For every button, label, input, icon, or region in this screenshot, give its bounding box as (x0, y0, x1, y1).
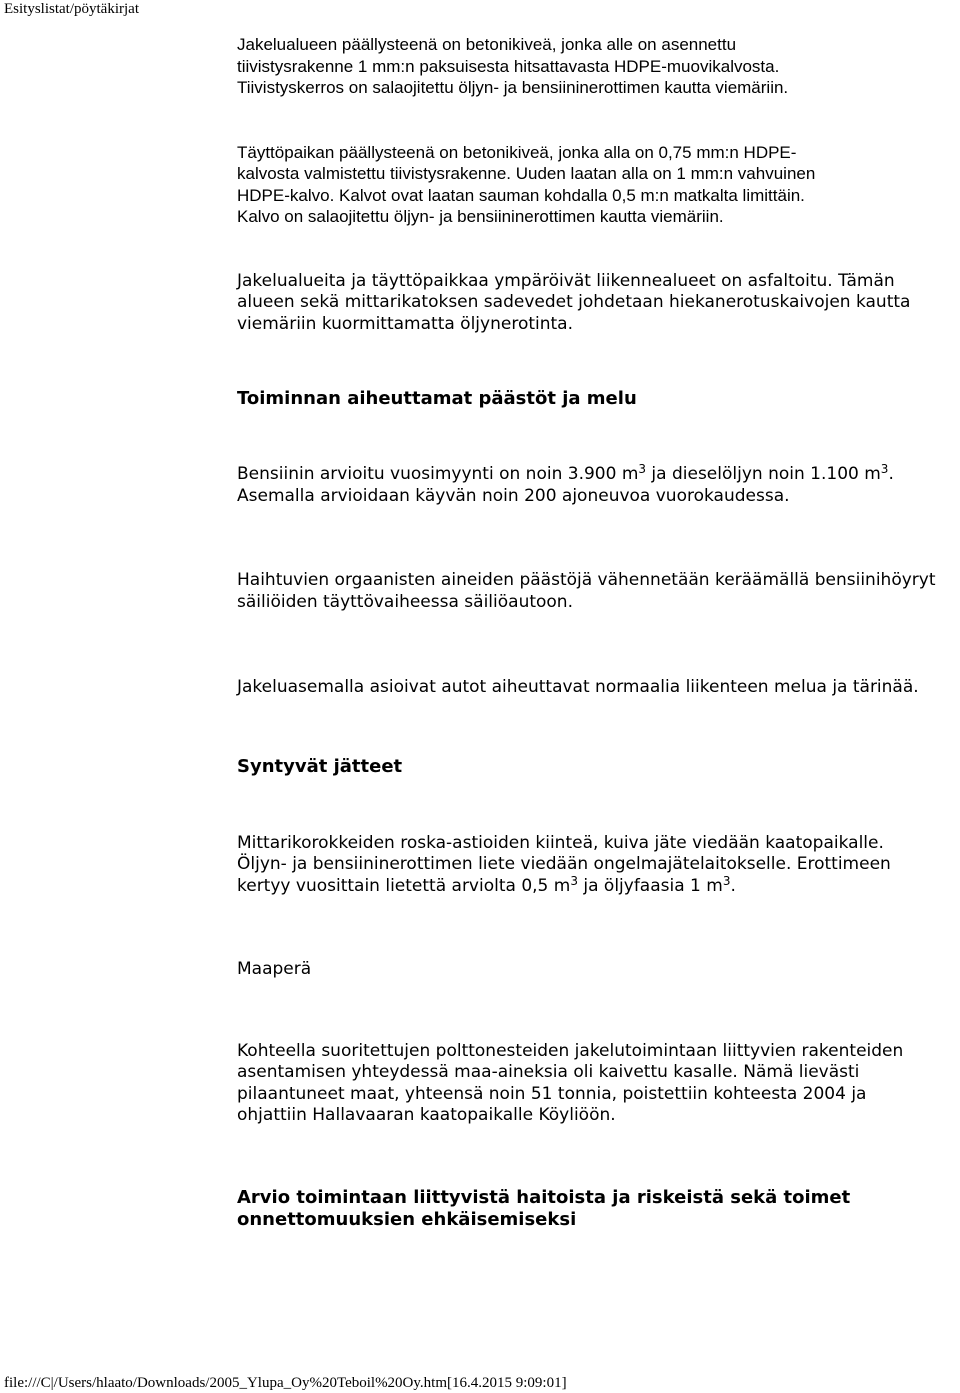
page-footer-url: file:///C|/Users/hlaato/Downloads/2005_Ylupa_Oy%20Teboil%20Oy.htm[16.4.2015 9:09:01] (4, 1375, 567, 1391)
paragraph-jatteet: Mittarikorokkeiden roska-astioiden kiinteä, kuiva jäte viedään kaatopaikalle. Öljyn- ja bensiininerottimen liete viedään ongelmajätelaitokselle. Erottimeen kertyy vuosittain lietettä arviolta 0,5 $m^3$ ja öljyfaasia 1 $m^3$. (237, 832, 891, 896)
paragraph-maapera: Kohteella suoritettujen polttonesteiden jakelutoimintaan liittyvien rakenteiden asentamisen yhteydessä maa-aineksia oli kaivettu kasalle. Nämä lievästi pilaantuneet maat, yhteensä noin 51 tonnia, poistettiin kohteesta 2004 ja ohjattiin Hallavaaran kaatopaikalle Köyliöön. (237, 1040, 904, 1125)
heading-syntyvat-jatteet: Syntyvät jätteet (237, 755, 403, 777)
paragraph-tayttopaikka: Täyttöpaikan päällysteenä on betonikiveä, jonka alla on 0,75 mm:n HDPE- kalvosta valmistettu tiivistysrakenne. Uuden laatan alla on 1 mm:n vahvuinen HDPE-kalvo. Kalvot ovat laatan sauman kohdalla 0,5 m:n matkalta limittäin. Kalvo on salaojitettu öljyn- ja bensiininerottimen kautta viemäriin. (237, 142, 816, 226)
paragraph-jakelualue: Jakelualueen päällysteenä on betonikiveä, jonka alle on asennettu tiivistysrakenne 1 mm:n paksuisesta hitsattavasta HDPE-muovikalvosta. Tiivistyskerros on salaojitettu öljyn- ja bensiininerottimen kautta viemäriin. (237, 35, 789, 97)
heading-haitat-ja-riskit: Arvio toimintaan liittyvistä haitoista ja riskeistä sekä toimet onnettomuuksien ehkäisemiseksi (237, 1186, 851, 1230)
paragraph-liikennealueet: Jakelualueita ja täyttöpaikkaa ympäröivät liikennealueet on asfaltoitu. Tämän alueen sekä mittarikatoksen sadevedet johdetaan hiekanerotuskaivojen kautta viemäriin kuormittamatta öljynerotinta. (237, 270, 911, 334)
paragraph-haihtuvat: Haihtuvien orgaanisten aineiden päästöjä vähennetään keräämällä bensiinihöyryt säiliöiden täyttövaiheessa säiliöautoon. (237, 570, 936, 612)
paragraph-myynti: Bensiinin arvioitu vuosimyynti on noin 3.900 $m^3$ ja dieselöljyn noin 1.100 $m^3$. Asemalla arvioidaan käyvän noin 200 ajoneuvoa vuorokaudessa. (237, 462, 894, 506)
page-header: Esityslistat/pöytäkirjat (4, 1, 139, 17)
heading-maapera: Maaperä (237, 959, 312, 979)
heading-paastot-ja-melu: Toiminnan aiheuttamat päästöt ja melu (237, 388, 637, 409)
document-body (237, 34, 959, 1231)
paragraph-melu: Jakeluasemalla asioivat autot aiheuttavat normaalia liikenteen melua ja tärinää. (237, 677, 919, 697)
